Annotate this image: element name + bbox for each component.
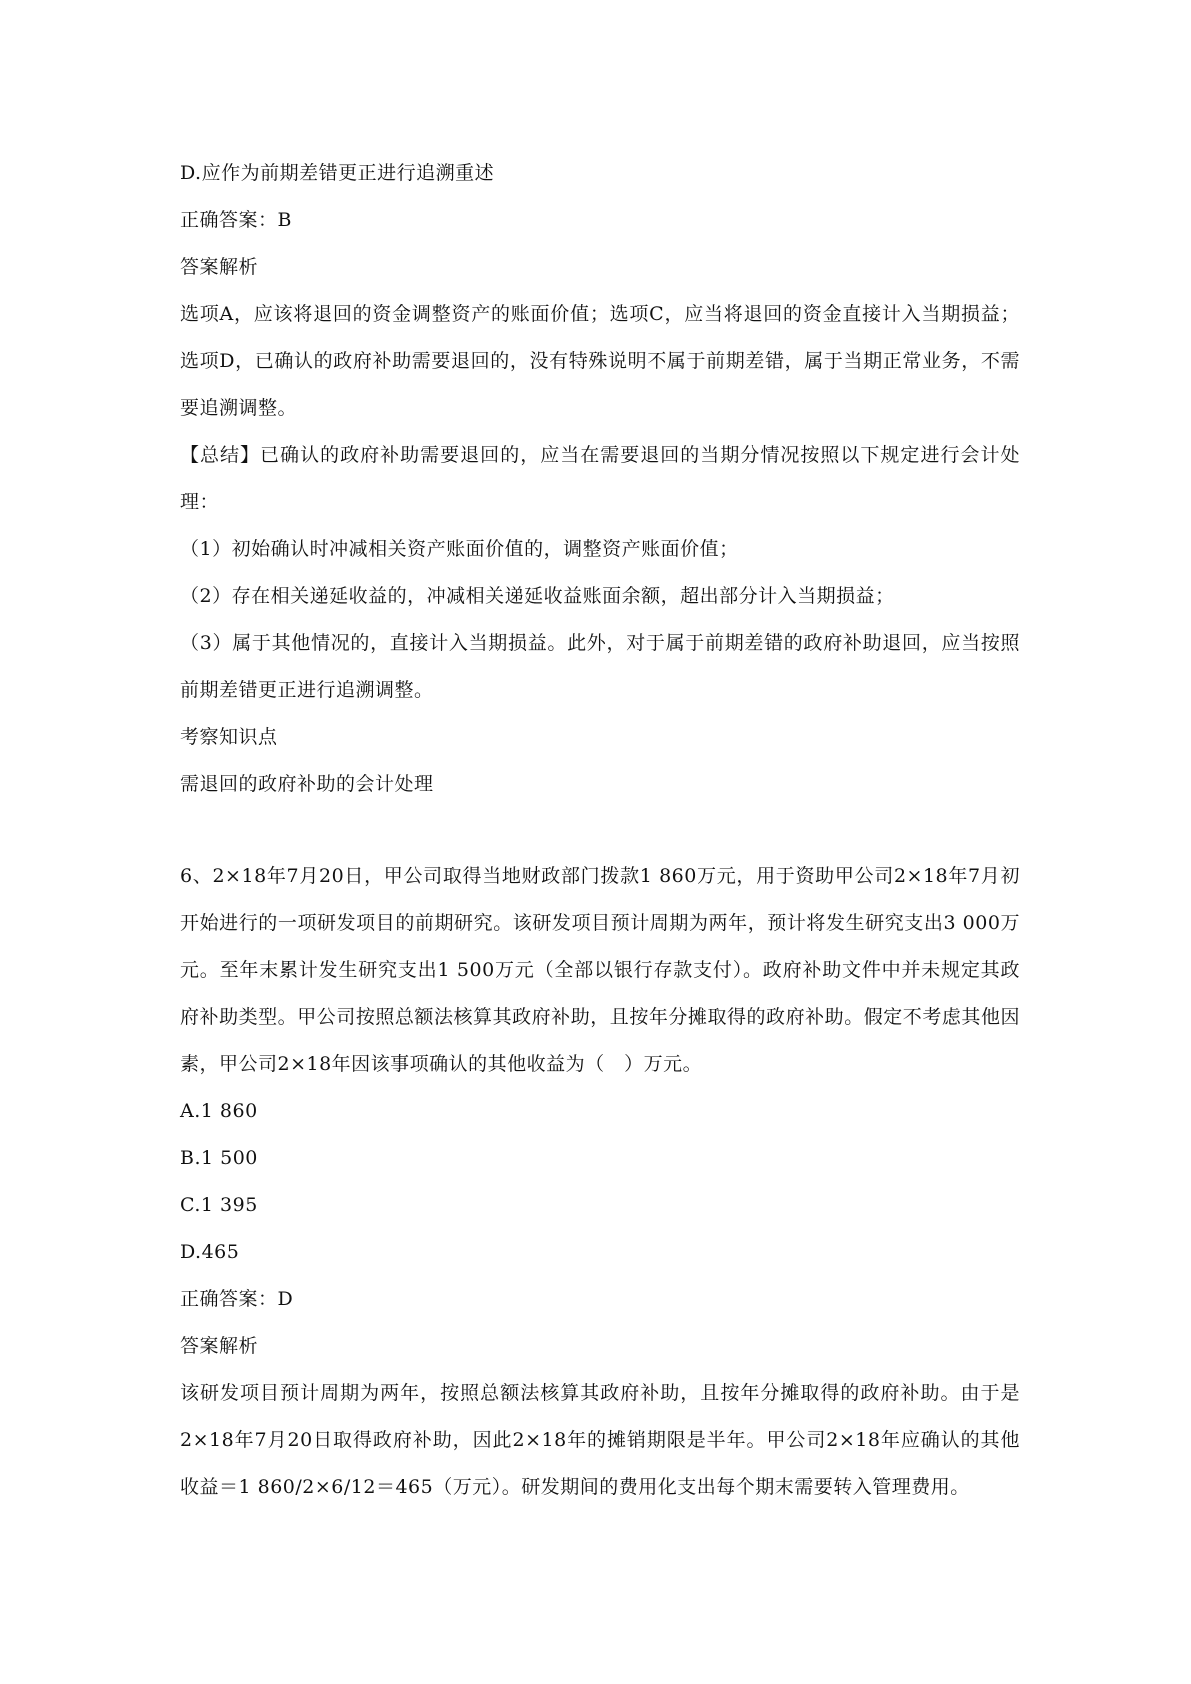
q5-analysis-text: 选项A，应该将退回的资金调整资产的账面价值；选项C，应当将退回的资金直接计入当期损益；选项D，已确认的政府补助需要退回的，没有特殊说明不属于前期差错，属于当期正常业务，不需要追溯调整。: [180, 303, 1020, 419]
q5-point-3: （3）属于其他情况的，直接计入当期损益。此外，对于属于前期差错的政府补助退回，应当按照前期差错更正进行追溯调整。: [180, 632, 1020, 701]
q6-analysis-text: 该研发项目预计周期为两年，按照总额法核算其政府补助，且按年分摊取得的政府补助。由于是2×18年7月20日取得政府补助，因此2×18年的摊销期限是半年。甲公司2×18年应确认的其他收益＝1 860/2×6/12＝465（万元）。研发期间的费用化支出每个期末需要转入管理费用。: [180, 1382, 1020, 1498]
q5-point-2: （2）存在相关递延收益的，冲减相关递延收益账面余额，超出部分计入当期损益；: [180, 585, 895, 607]
q5-analysis-heading: 答案解析: [180, 256, 259, 278]
q6-option-d: D.465: [180, 1241, 240, 1263]
q5-point-1: （1）初始确认时冲减相关资产账面价值的，调整资产账面价值；: [180, 538, 739, 560]
q6-option-b: B.1 500: [180, 1147, 258, 1169]
q6-option-a: A.1 860: [180, 1100, 258, 1122]
document-page: [180, 150, 1020, 1511]
q6-question-stem: 6、2×18年7月20日，甲公司取得当地财政部门拨款1 860万元，用于资助甲公司2×18年7月初开始进行的一项研发项目的前期研究。该研发项目预计周期为两年，预计将发生研究支出3 000万元。至年末累计发生研究支出1 500万元（全部以银行存款支付）。政府补助文件中并未规定其政府补助类型。甲公司按照总额法核算其政府补助，且按年分摊取得的政府补助。假定不考虑其他因素，甲公司2×18年因该事项确认的其他收益为（ ）万元。: [180, 865, 1020, 1075]
q6-analysis-heading: 答案解析: [180, 1335, 259, 1357]
q6-option-c: C.1 395: [180, 1194, 258, 1216]
q5-summary-text: 【总结】已确认的政府补助需要退回的，应当在需要退回的当期分情况按照以下规定进行会计处理：: [180, 444, 1020, 513]
q5-knowledge-heading: 考察知识点: [180, 726, 278, 748]
section-spacer: [180, 808, 1020, 853]
q6-correct-answer: 正确答案：D: [180, 1288, 294, 1310]
q5-option-d: D.应作为前期差错更正进行追溯重述: [180, 162, 495, 184]
q5-knowledge-point: 需退回的政府补助的会计处理: [180, 773, 434, 795]
q5-correct-answer: 正确答案：B: [180, 209, 292, 231]
